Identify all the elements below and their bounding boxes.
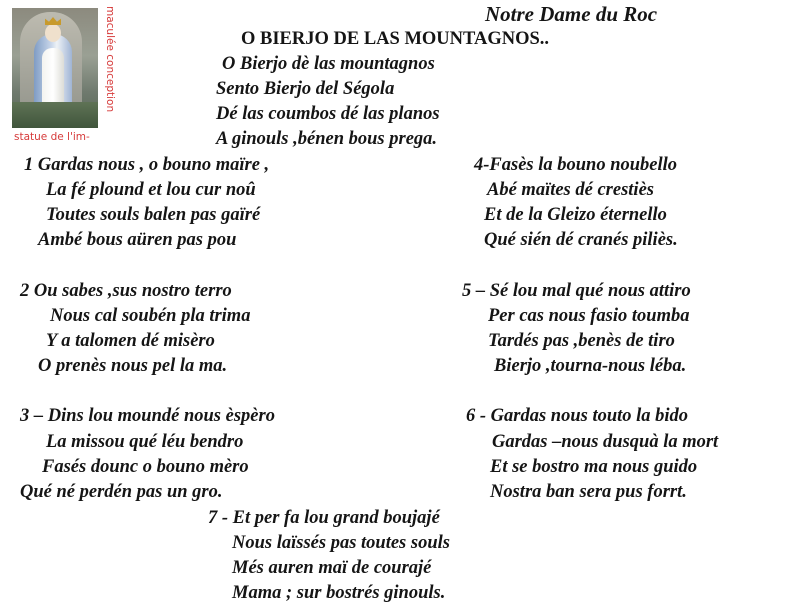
stanza-6-line: Et se bostro ma nous guido	[490, 457, 698, 477]
stanza-4-line: Qué sién dé cranés piliès.	[484, 230, 678, 250]
stanza-4-line: Abé maïtes dé crestiès	[487, 180, 654, 200]
stanza-3-line: 3 – Dins lou moundé nous èspèro	[20, 406, 275, 426]
stanza-1-line: 1 Gardas nous , o bouno maïre ,	[24, 155, 270, 175]
stanza-3-line: Qué né perdén pas un gro.	[20, 482, 223, 502]
photo-caption-vertical: maculée conception	[104, 6, 116, 113]
hymn-title: O BIERJO DE LAS MOUNTAGNOS..	[241, 29, 550, 49]
stanza-1-line: La fé plound et lou cur noû	[46, 180, 256, 200]
stanza-5-line: Bierjo ,tourna-nous léba.	[494, 356, 687, 376]
stanza-7-line: Nous laïssés pas toutes souls	[232, 533, 450, 553]
stanza-5-line: Tardés pas ,benès de tiro	[488, 331, 675, 351]
stanza-4-line: 4-Fasès la bouno noubello	[474, 155, 678, 175]
refrain-line: A ginouls ,bénen bous prega.	[216, 129, 438, 149]
refrain-line: Sento Bierjo del Ségola	[216, 79, 395, 99]
stanza-2-line: 2 Ou sabes ,sus nostro terro	[20, 281, 232, 301]
stanza-7-line: 7 - Et per fa lou grand boujajé	[208, 508, 440, 528]
page-header: Notre Dame du Roc	[485, 2, 658, 26]
photo-caption: statue de l'im-	[14, 131, 90, 143]
stanza-2-line: Nous cal soubén pla trima	[50, 306, 251, 326]
stanza-3-line: Fasés dounc o bouno mèro	[42, 457, 249, 477]
stanza-2-line: Y a talomen dé misèro	[46, 331, 215, 351]
stanza-5-line: 5 – Sé lou mal qué nous attiro	[462, 281, 691, 301]
stanza-1-line: Ambé bous aüren pas pou	[38, 230, 237, 250]
stanza-3-line: La missou qué léu bendro	[46, 432, 244, 452]
stanza-5-line: Per cas nous fasio toumba	[488, 306, 690, 326]
stanza-2-line: O prenès nous pel la ma.	[38, 356, 228, 376]
refrain-line: Dé las coumbos dé las planos	[216, 104, 440, 124]
stanza-6-line: Nostra ban sera pus forrt.	[490, 482, 687, 502]
refrain-line: O Bierjo dè las mountagnos	[222, 54, 435, 74]
statue-photo	[12, 8, 98, 128]
stanza-6-line: 6 - Gardas nous touto la bido	[466, 406, 689, 426]
stanza-1-line: Toutes souls balen pas gaïré	[46, 205, 261, 225]
stanza-6-line: Gardas –nous dusquà la mort	[492, 432, 719, 452]
stanza-7-line: Més auren maï de courajé	[232, 558, 432, 578]
stanza-7-line: Mama ; sur bostrés ginouls.	[232, 583, 446, 603]
stanza-4-line: Et de la Gleizo éternello	[484, 205, 667, 225]
